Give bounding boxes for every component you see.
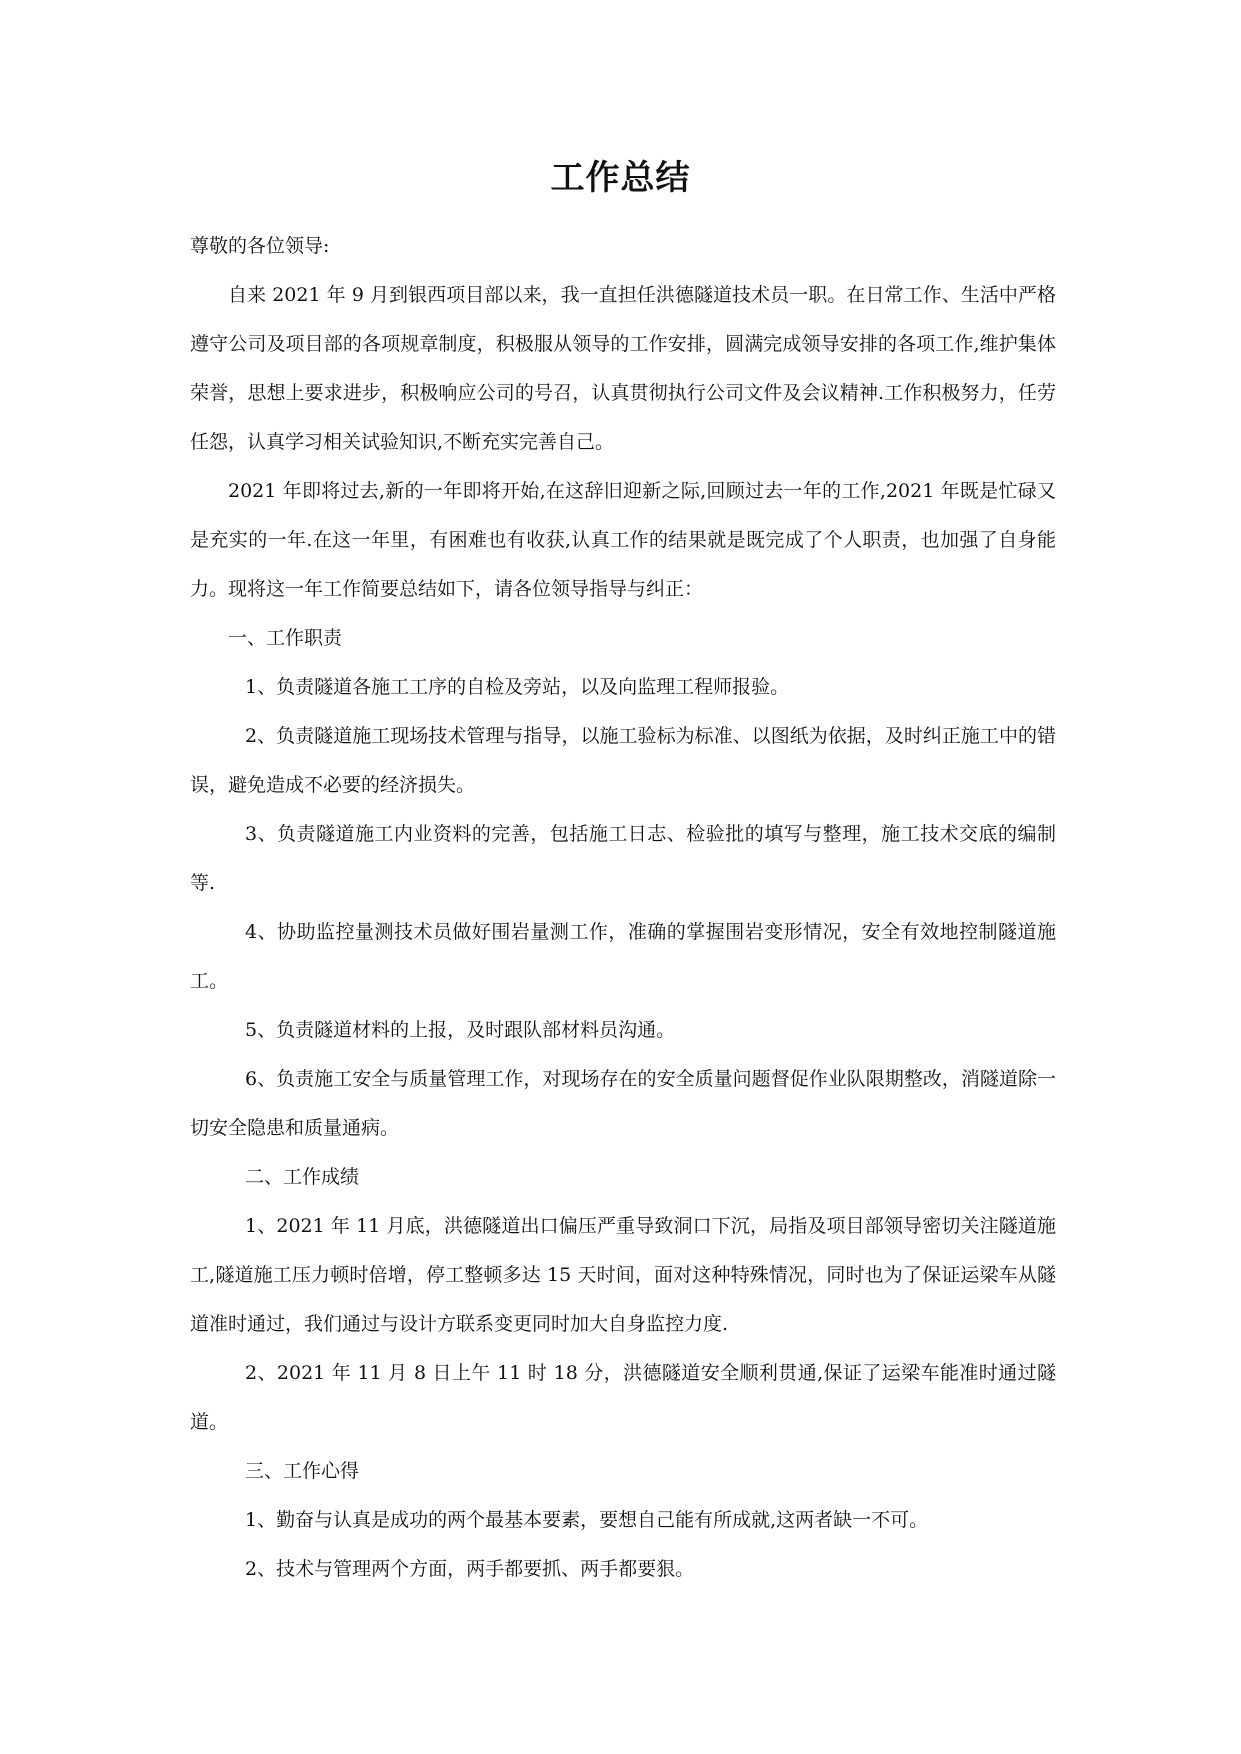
- responsibility-item: 6、负责施工安全与质量管理工作，对现场存在的安全质量问题督促作业队限期整改，消隧道除一切安全隐患和质量通病。: [190, 1068, 1056, 1139]
- section-heading-responsibilities: 一、工作职责: [228, 627, 343, 649]
- achievement-item: 1、2021 年 11 月底，洪德隧道出口偏压严重导致洞口下沉，局指及项目部领导密切关注隧道施工,隧道施工压力顿时倍增，停工整顿多达 15 天时间，面对这种特殊情况，同时也为了保证运梁车从隧道准时通过，我们通过与设计方联系变更同时加大自身监控力度.: [190, 1215, 1056, 1335]
- experience-item: 1、勤奋与认真是成功的两个最基本要素，要想自己能有所成就,这两者缺一不可。: [245, 1509, 929, 1531]
- experience-item: 2、技术与管理两个方面，两手都要抓、两手都要狠。: [245, 1558, 695, 1580]
- responsibility-item: 1、负责隧道各施工工序的自检及旁站，以及向监理工程师报验。: [245, 676, 790, 698]
- responsibility-item: 2、负责隧道施工现场技术管理与指导，以施工验标为标准、以图纸为依据，及时纠正施工中的错误，避免造成不必要的经济损失。: [190, 725, 1056, 796]
- responsibility-item: 3、负责隧道施工内业资料的完善，包括施工日志、检验批的填写与整理，施工技术交底的编制等.: [190, 823, 1056, 894]
- responsibility-item: 4、协助监控量测技术员做好围岩量测工作，准确的掌握围岩变形情况，安全有效地控制隧道施工。: [190, 921, 1056, 992]
- year-summary-paragraph: 2021 年即将过去,新的一年即将开始,在这辞旧迎新之际,回顾过去一年的工作,2021 年既是忙碌又是充实的一年.在这一年里，有困难也有收获,认真工作的结果就是既完成了个人职责，也加强了自身能力。现将这一年工作简要总结如下，请各位领导指导与纠正：: [190, 480, 1056, 600]
- section-heading-achievements: 二、工作成绩: [245, 1166, 360, 1188]
- salutation: 尊敬的各位领导:: [190, 235, 330, 257]
- achievement-item: 2、2021 年 11 月 8 日上午 11 时 18 分，洪德隧道安全顺利贯通,保证了运梁车能准时通过隧道。: [190, 1362, 1056, 1433]
- document-title: 工作总结: [550, 158, 691, 198]
- intro-paragraph: 自来 2021 年 9 月到银西项目部以来，我一直担任洪德隧道技术员一职。在日常工作、生活中严格遵守公司及项目部的各项规章制度，积极服从领导的工作安排，圆满完成领导安排的各项工作,维护集体荣誉，思想上要求进步，积极响应公司的号召，认真贯彻执行公司文件及会议精神.工作积极努力，任劳任怨，认真学习相关试验知识,不断充实完善自己。: [190, 284, 1056, 453]
- document-body: [190, 222, 1056, 1594]
- section-heading-experience: 三、工作心得: [245, 1460, 360, 1482]
- responsibility-item: 5、负责隧道材料的上报，及时跟队部材料员沟通。: [245, 1019, 676, 1041]
